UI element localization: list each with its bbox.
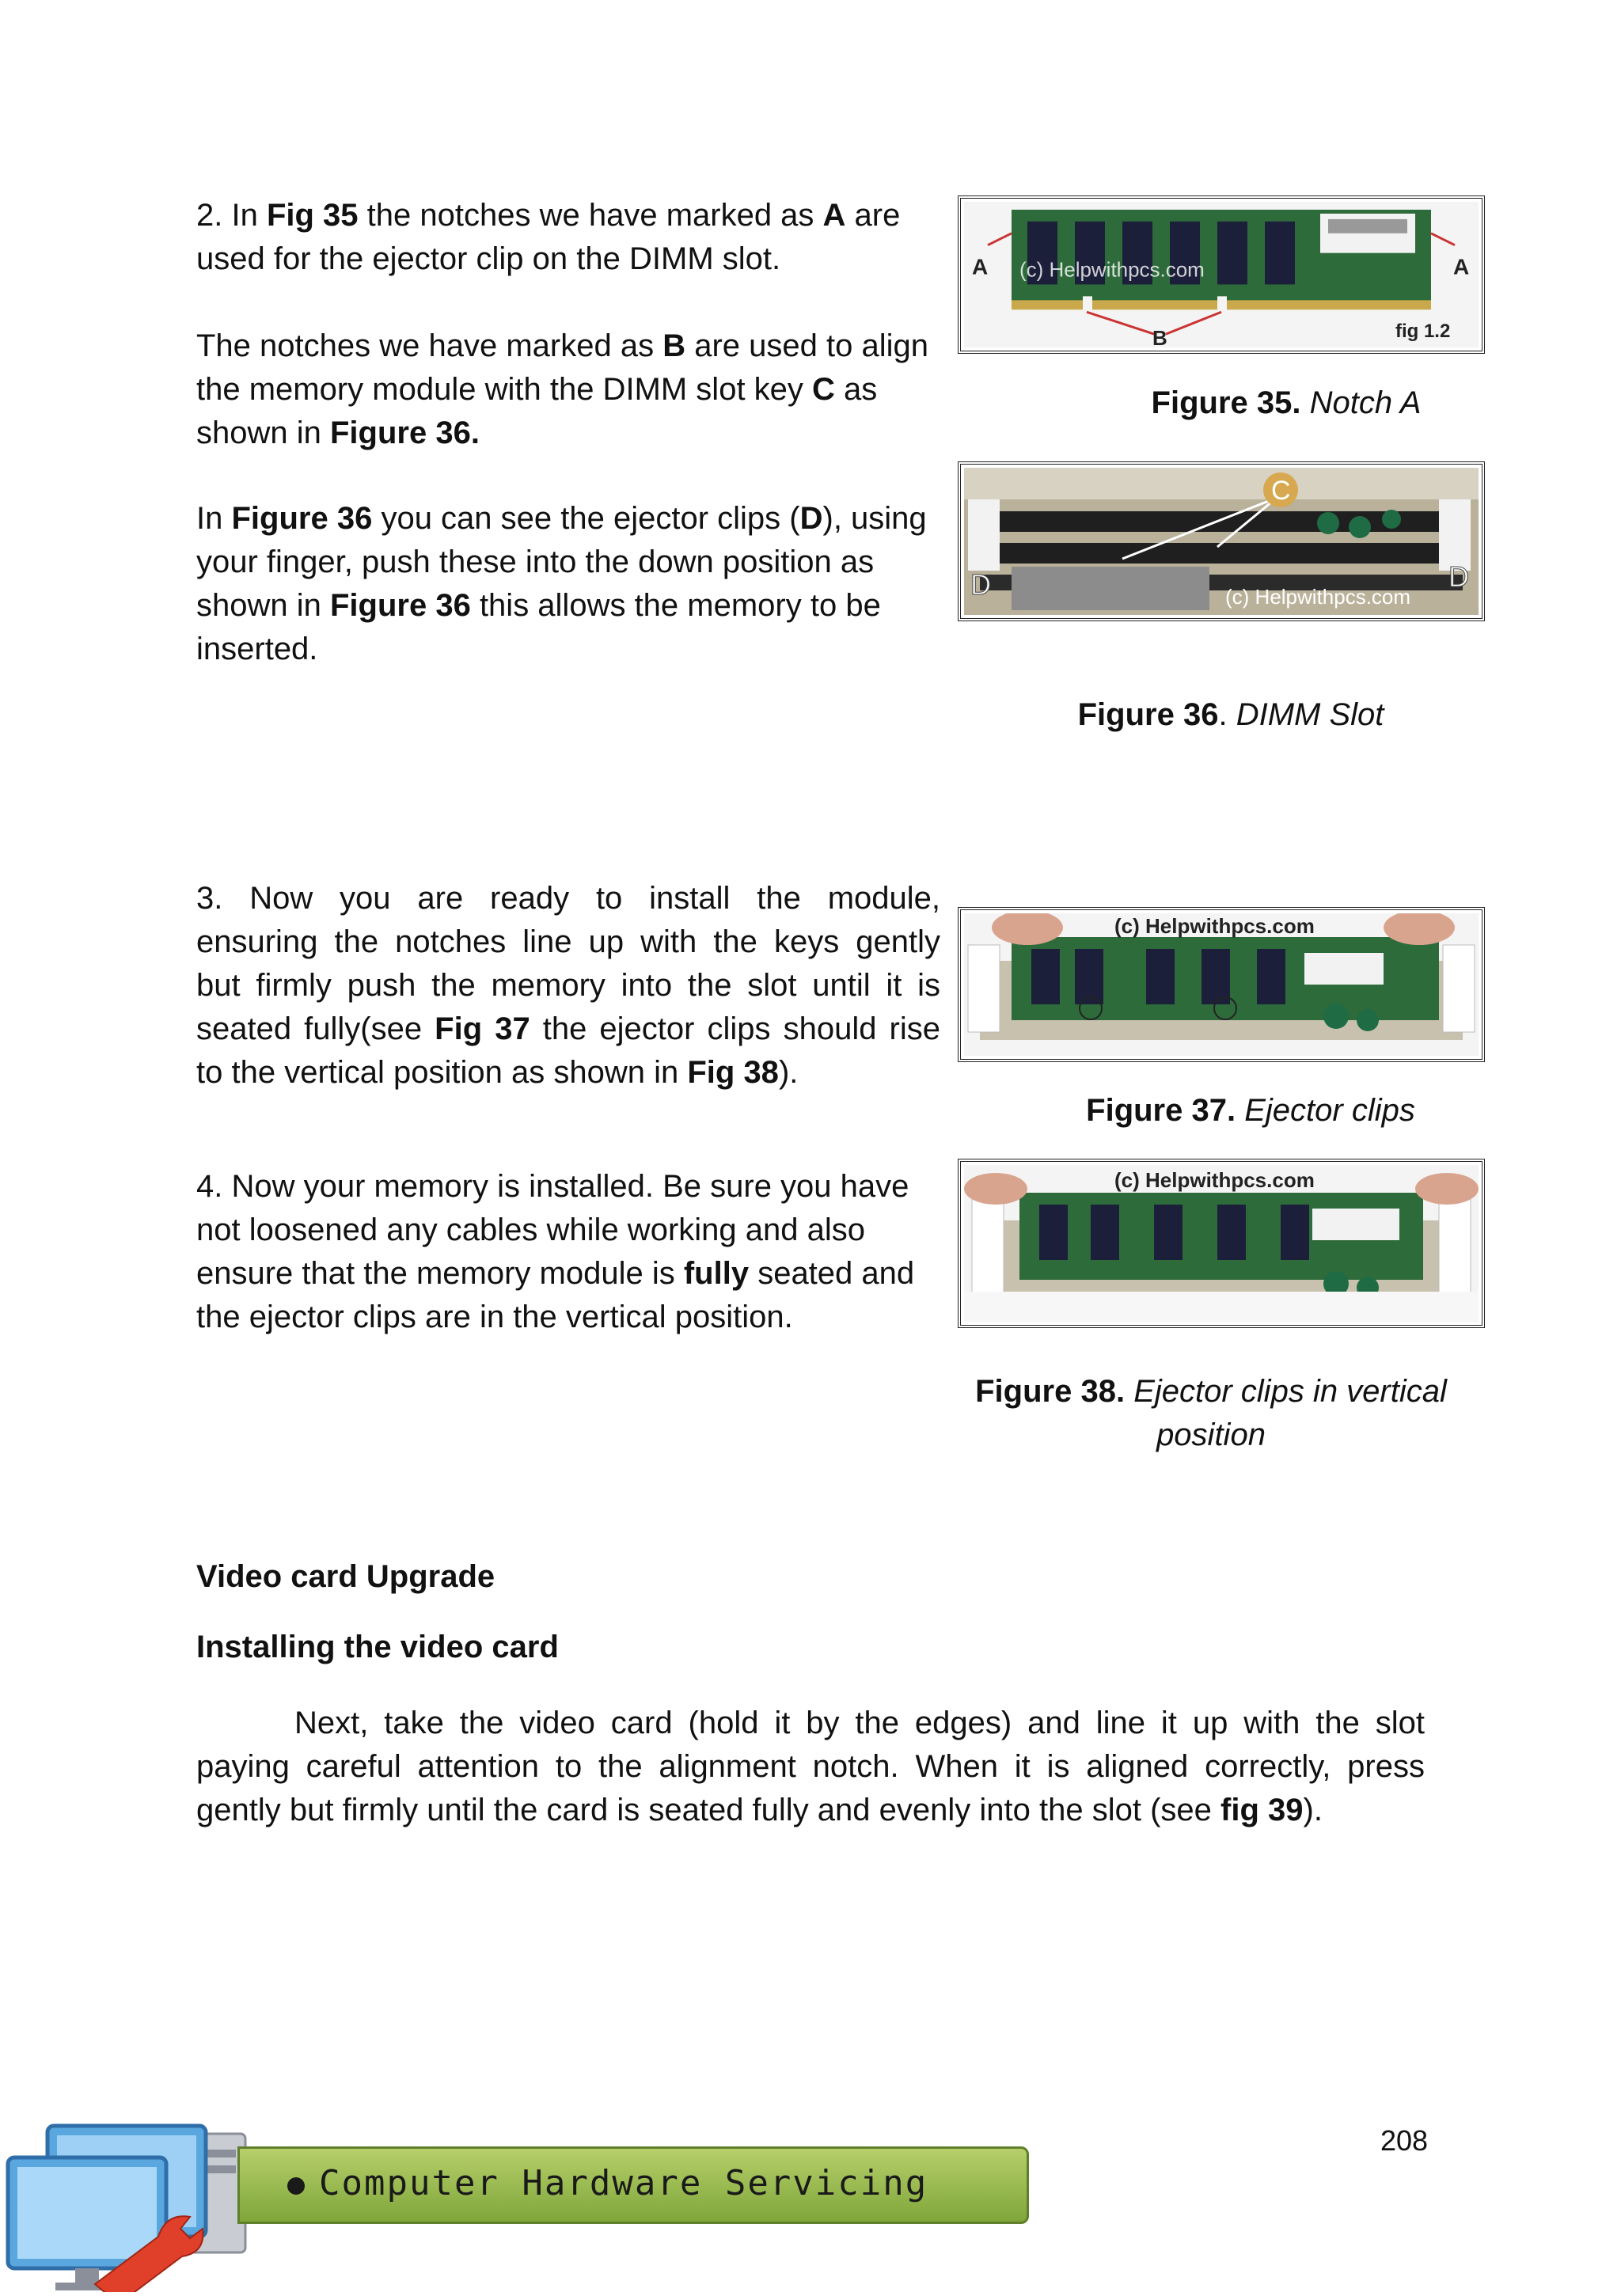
- step3-paragraph: 3. Now you are ready to install the module, ensuring the notches line up with the keys gently but firmly push the memory into the slot until it is seated fully(see Fig 37 the ejector clips should rise to the vertical position as shown in Fig 38).: [196, 881, 940, 1090]
- figure-36-label-d-left: D: [970, 568, 991, 601]
- footer-bullet-icon: [287, 2177, 305, 2195]
- figure-36-label-d-right: D: [1448, 560, 1469, 593]
- figure-35-label-a-left: A: [972, 254, 989, 279]
- figure-37-image: [958, 907, 1485, 1062]
- step2-paragraph-3: In Figure 36 you can see the ejector clips (D), using your finger, push these into the down position as shown in Figure 36 this allows the memory to be inserted.: [196, 501, 927, 666]
- figure-36-label-c: C: [1271, 476, 1291, 506]
- section-heading-video-card-upgrade: Video card Upgrade: [196, 1559, 495, 1594]
- figure-37-caption: Figure 37. Ejector clips: [1086, 1093, 1415, 1128]
- figure-35-tag: fig 1.2: [1395, 321, 1451, 343]
- figure-35-label-a-right: A: [1453, 254, 1470, 279]
- footer-banner: [237, 2146, 1029, 2224]
- footer-banner-title: Computer Hardware Servicing: [319, 2163, 928, 2203]
- figure-36-caption: Figure 36. DIMM Slot: [1077, 697, 1384, 732]
- figure-35-image: [958, 195, 1485, 354]
- figure-35-watermark: (c) Helpwithpcs.com: [1019, 259, 1205, 282]
- page-number: 208: [1380, 2124, 1429, 2157]
- section-heading-installing-video-card: Installing the video card: [196, 1630, 559, 1664]
- step4-paragraph: 4. Now your memory is installed. Be sure you have not loosened any cables while working and also ensure that the memory module is fully seated and the ejector clips are in the vertical position.: [196, 1169, 915, 1334]
- figure-38-image: [958, 1159, 1485, 1328]
- figure-37-watermark: (c) Helpwithpcs.com: [1114, 914, 1315, 938]
- video-card-paragraph: Next, take the video card (hold it by the edges) and line it up with the slot paying careful attention to the alignment notch. When it is aligned correctly, press gently but firmly until the card is seated fully and evenly into the slot (see fig 39).: [196, 1706, 1425, 1827]
- figure-38-caption: Figure 38. Ejector clips in vertical position: [975, 1374, 1447, 1452]
- figure-35-caption: Figure 35. Notch A: [1151, 385, 1422, 420]
- figure-36-image: [958, 461, 1485, 621]
- figure-38-watermark: (c) Helpwithpcs.com: [1114, 1168, 1315, 1192]
- figure-35-label-b: B: [1152, 328, 1167, 347]
- figure-36-watermark: (c) Helpwithpcs.com: [1225, 585, 1411, 609]
- step2-paragraph-1: 2. In Fig 35 the notches we have marked as A are used for the ejector clip on the DIMM slot.: [196, 198, 901, 276]
- step2-paragraph-2: The notches we have marked as B are used to align the memory module with the DIMM slot key C as shown in Figure 36.: [196, 328, 928, 450]
